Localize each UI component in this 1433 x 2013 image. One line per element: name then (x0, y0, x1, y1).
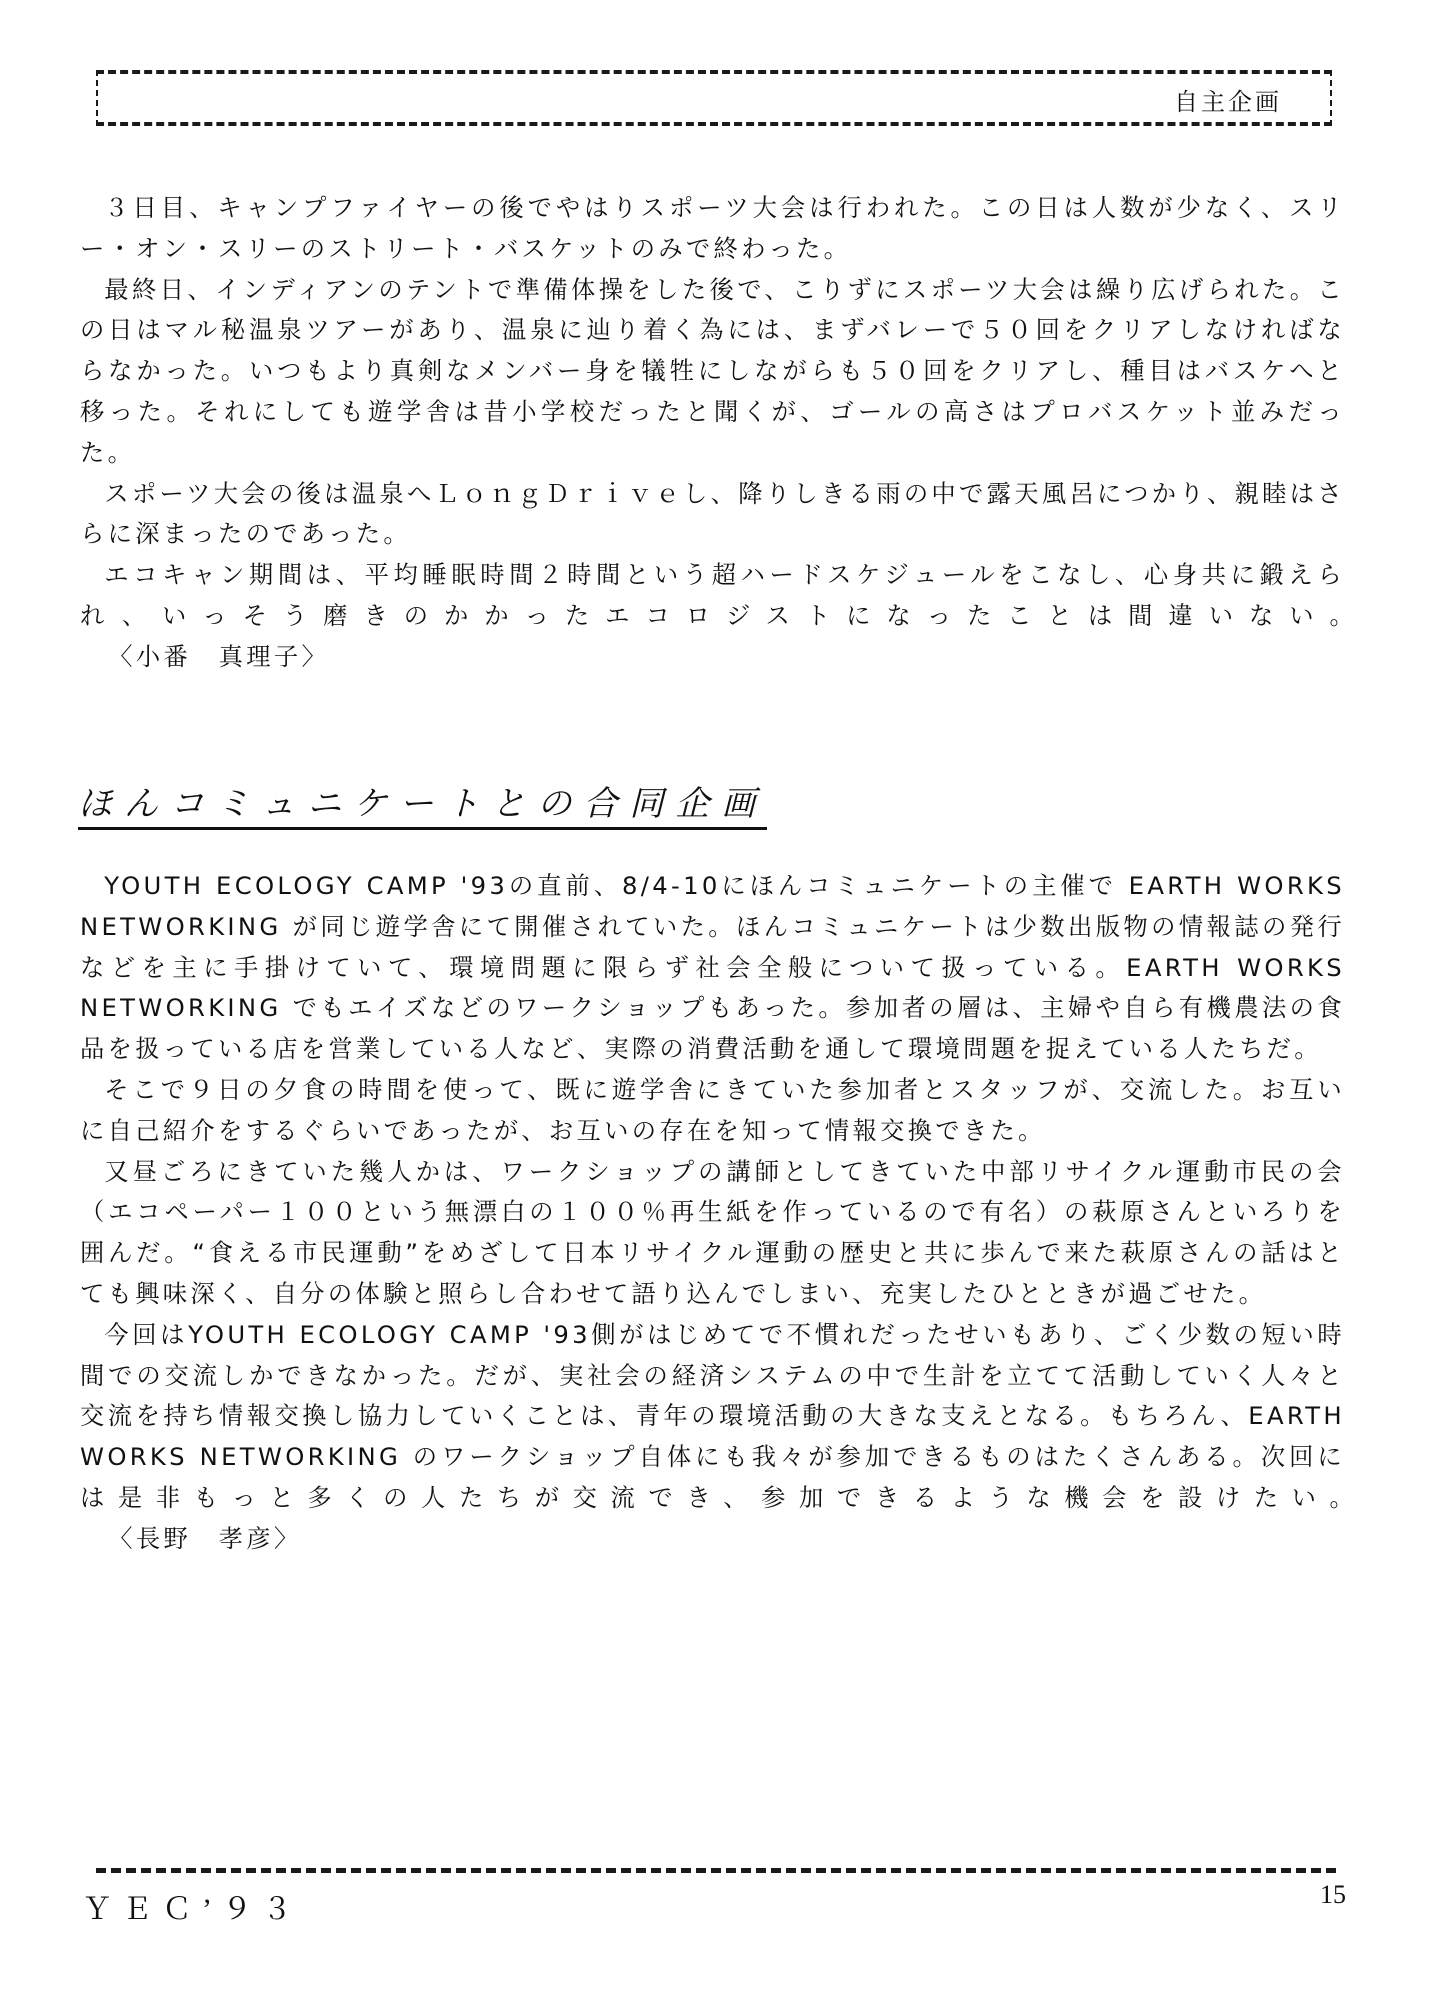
article-section-joint-event (80, 866, 1357, 1560)
paragraph: ３日目、キャンプファイヤーの後でやはりスポーツ大会は行われた。この日は人数が少なく、スリー・オン・スリーのストリート・バスケットのみで終わった。 (80, 193, 1345, 263)
section-heading: ほんコミュニケートとの合同企画 (78, 776, 767, 830)
footer-divider (96, 1868, 1336, 1873)
paragraph: 又昼ごろにきていた幾人かは、ワークショップの講師としてきていた中部リサイクル運動市民の会（エコペーパー１００という無漂白の１００％再生紙を作っているので有名）の萩原さんといろりを囲んだ。“食える市民運動”をめざして日本リサイクル運動の歴史と共に歩んで来た萩原さんの話はとても興味深く、自分の体験と照らし合わせて語り込んでしまい、充実したひとときが過ごせた。 (80, 1156, 1345, 1308)
author-signature: 〈小番 真理子〉 (108, 641, 330, 671)
paragraph: スポーツ大会の後は温泉へＬｏｎｇＤｒｉｖｅし、降りしきる雨の中で露天風呂につかり、親睦はさらに深まったのであった。 (80, 478, 1345, 549)
paragraph: 最終日、インディアンのテントで準備体操をした後で、こりずにスポーツ大会は繰り広げられた。この日はマル秘温泉ツアーがあり、温泉に辿り着く為には、まずバレーで５０回をクリアしなければならなかった。いつもより真剣なメンバー身を犠牲にしながらも５０回をクリアし、種目はバスケへと移った。それにしても遊学舎は昔小学校だったと聞くが、ゴールの高さはプロバスケット並みだった。 (80, 274, 1345, 467)
page-number: 15 (1320, 1880, 1346, 1909)
author-signature: 〈長野 孝彦〉 (108, 1523, 302, 1553)
paragraph-text: エコキャン期間は、平均睡眠時間２時間という超ハードスケジュールをこなし、心身共に鍛えられ、いっそう磨きのかかったエコロジストになったことは間違いない。 (80, 560, 1345, 630)
article-section-sports (80, 188, 1345, 678)
paragraph: そこで９日の夕食の時間を使って、既に遊学舎にきていた参加者とスタッフが、交流した。お互いに自己紹介をするぐらいであったが、お互いの存在を知って情報交換できた。 (80, 1074, 1345, 1145)
paragraph-text: 今回はYOUTH ECOLOGY CAMP '93側がはじめてで不慣れだったせいもあり、ごく少数の短い時間での交流しかできなかった。だが、実社会の経済システムの中で生計を立てて活動していく人々と交流を持ち情報交換し協力していくことは、青年の環境活動の大きな支えとなる。もちろん、EARTH WORKS NETWORKING のワークショップ自体にも我々が参加できるものはたくさんある。次回には是非もっと多くの人たちが交流でき、参加できるような機会を設けたい。 (80, 1319, 1357, 1512)
publication-name: ＹＥＣ’９３ (82, 1893, 302, 1926)
section-label: 自主企画 (1174, 88, 1282, 116)
paragraph-with-signature (80, 555, 1345, 677)
section-header-box (96, 70, 1332, 126)
paragraph: YOUTH ECOLOGY CAMP '93の直前、8/4-10にほんコミュニケートの主催で EARTH WORKS NETWORKING が同じ遊学舎にて開催されていた。ほんコミュニケートは少数出版物の情報誌の発行などを主に手掛けていて、環境問題に限らず社会全般について扱っている。EARTH WORKS NETWORKING でもエイズなどのワークショップもあった。参加者の層は、主婦や自ら有機農法の食品を扱っている店を営業している人など、実際の消費活動を通して環境問題を捉えている人たちだ。 (80, 871, 1357, 1064)
paragraph-with-signature (80, 1315, 1357, 1560)
